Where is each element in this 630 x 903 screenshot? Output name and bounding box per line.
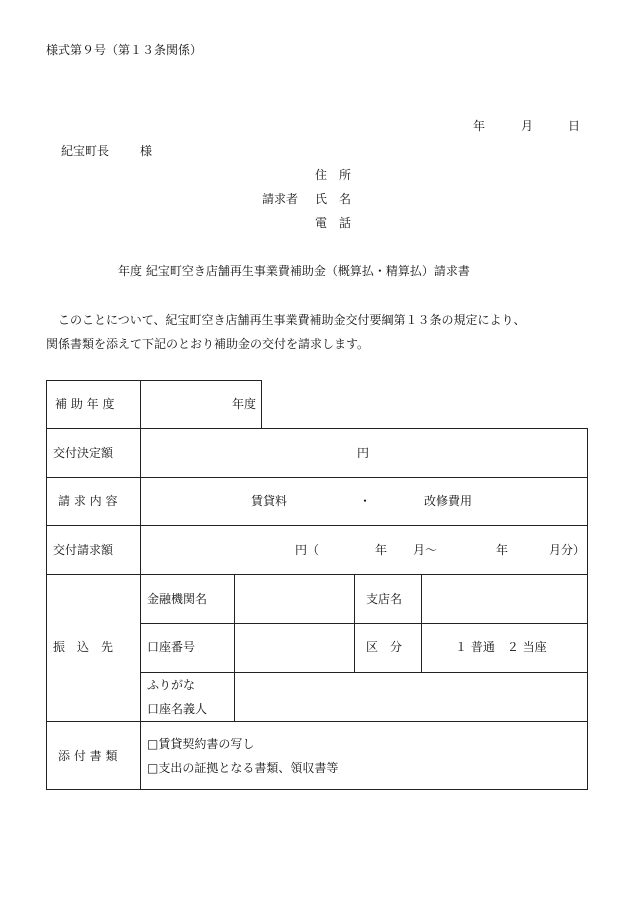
branch-name-label: 支店名: [366, 592, 403, 606]
request-year-2: 年: [496, 543, 509, 557]
account-type-options: １ 普通 ２ 当座: [455, 640, 547, 654]
name-label: 氏 名: [315, 192, 352, 206]
attachments-label: 添 付 書 類: [58, 749, 118, 763]
content-option-rent: 賃貸料: [251, 494, 288, 508]
requester-label: 請求者: [262, 192, 299, 206]
request-month-1: 月～: [413, 543, 438, 557]
decision-value: 円: [357, 446, 370, 460]
year-label: 補 助 年 度: [55, 397, 115, 411]
date-month: 月: [521, 119, 534, 133]
year-value: 年度: [232, 397, 257, 411]
body-line-2: 関係書類を添えて下記のとおり補助金の交付を請求します。: [46, 337, 370, 351]
content-separator: ・: [359, 494, 372, 508]
bank-name-label: 金融機関名: [147, 592, 208, 606]
account-type-label: 区 分: [366, 640, 403, 654]
form-number: 様式第９号（第１３条関係）: [46, 43, 203, 57]
account-holder-label: 口座名義人: [147, 702, 208, 716]
date-year: 年: [473, 119, 486, 133]
furigana-label: ふりがな: [147, 678, 196, 692]
addressee-name: 紀宝町長: [61, 144, 110, 158]
request-month-2: 月分）: [549, 543, 586, 557]
request-label: 交付請求額: [53, 543, 114, 557]
phone-label: 電 話: [315, 216, 352, 230]
request-year-1: 年: [375, 543, 388, 557]
addressee-honorific: 様: [140, 144, 153, 158]
transfer-label: 振 込 先: [53, 640, 114, 654]
attachment-item-receipts: □支出の証拠となる書類、領収書等: [147, 761, 339, 775]
account-number-label: 口座番号: [147, 640, 196, 654]
content-label: 請 求 内 容: [58, 494, 118, 508]
attachment-item-lease: □賃貸契約書の写し: [147, 737, 255, 751]
decision-label: 交付決定額: [53, 446, 114, 460]
body-line-1: このことについて、紀宝町空き店舗再生事業費補助金交付要綱第１３条の規定により、: [58, 313, 526, 327]
document-title: 年度 紀宝町空き店舗再生事業費補助金（概算払・精算払）請求書: [118, 264, 470, 278]
date-day: 日: [568, 119, 581, 133]
content-option-renovation: 改修費用: [424, 494, 473, 508]
request-yen: 円（: [295, 543, 320, 557]
address-label: 住 所: [315, 168, 352, 182]
